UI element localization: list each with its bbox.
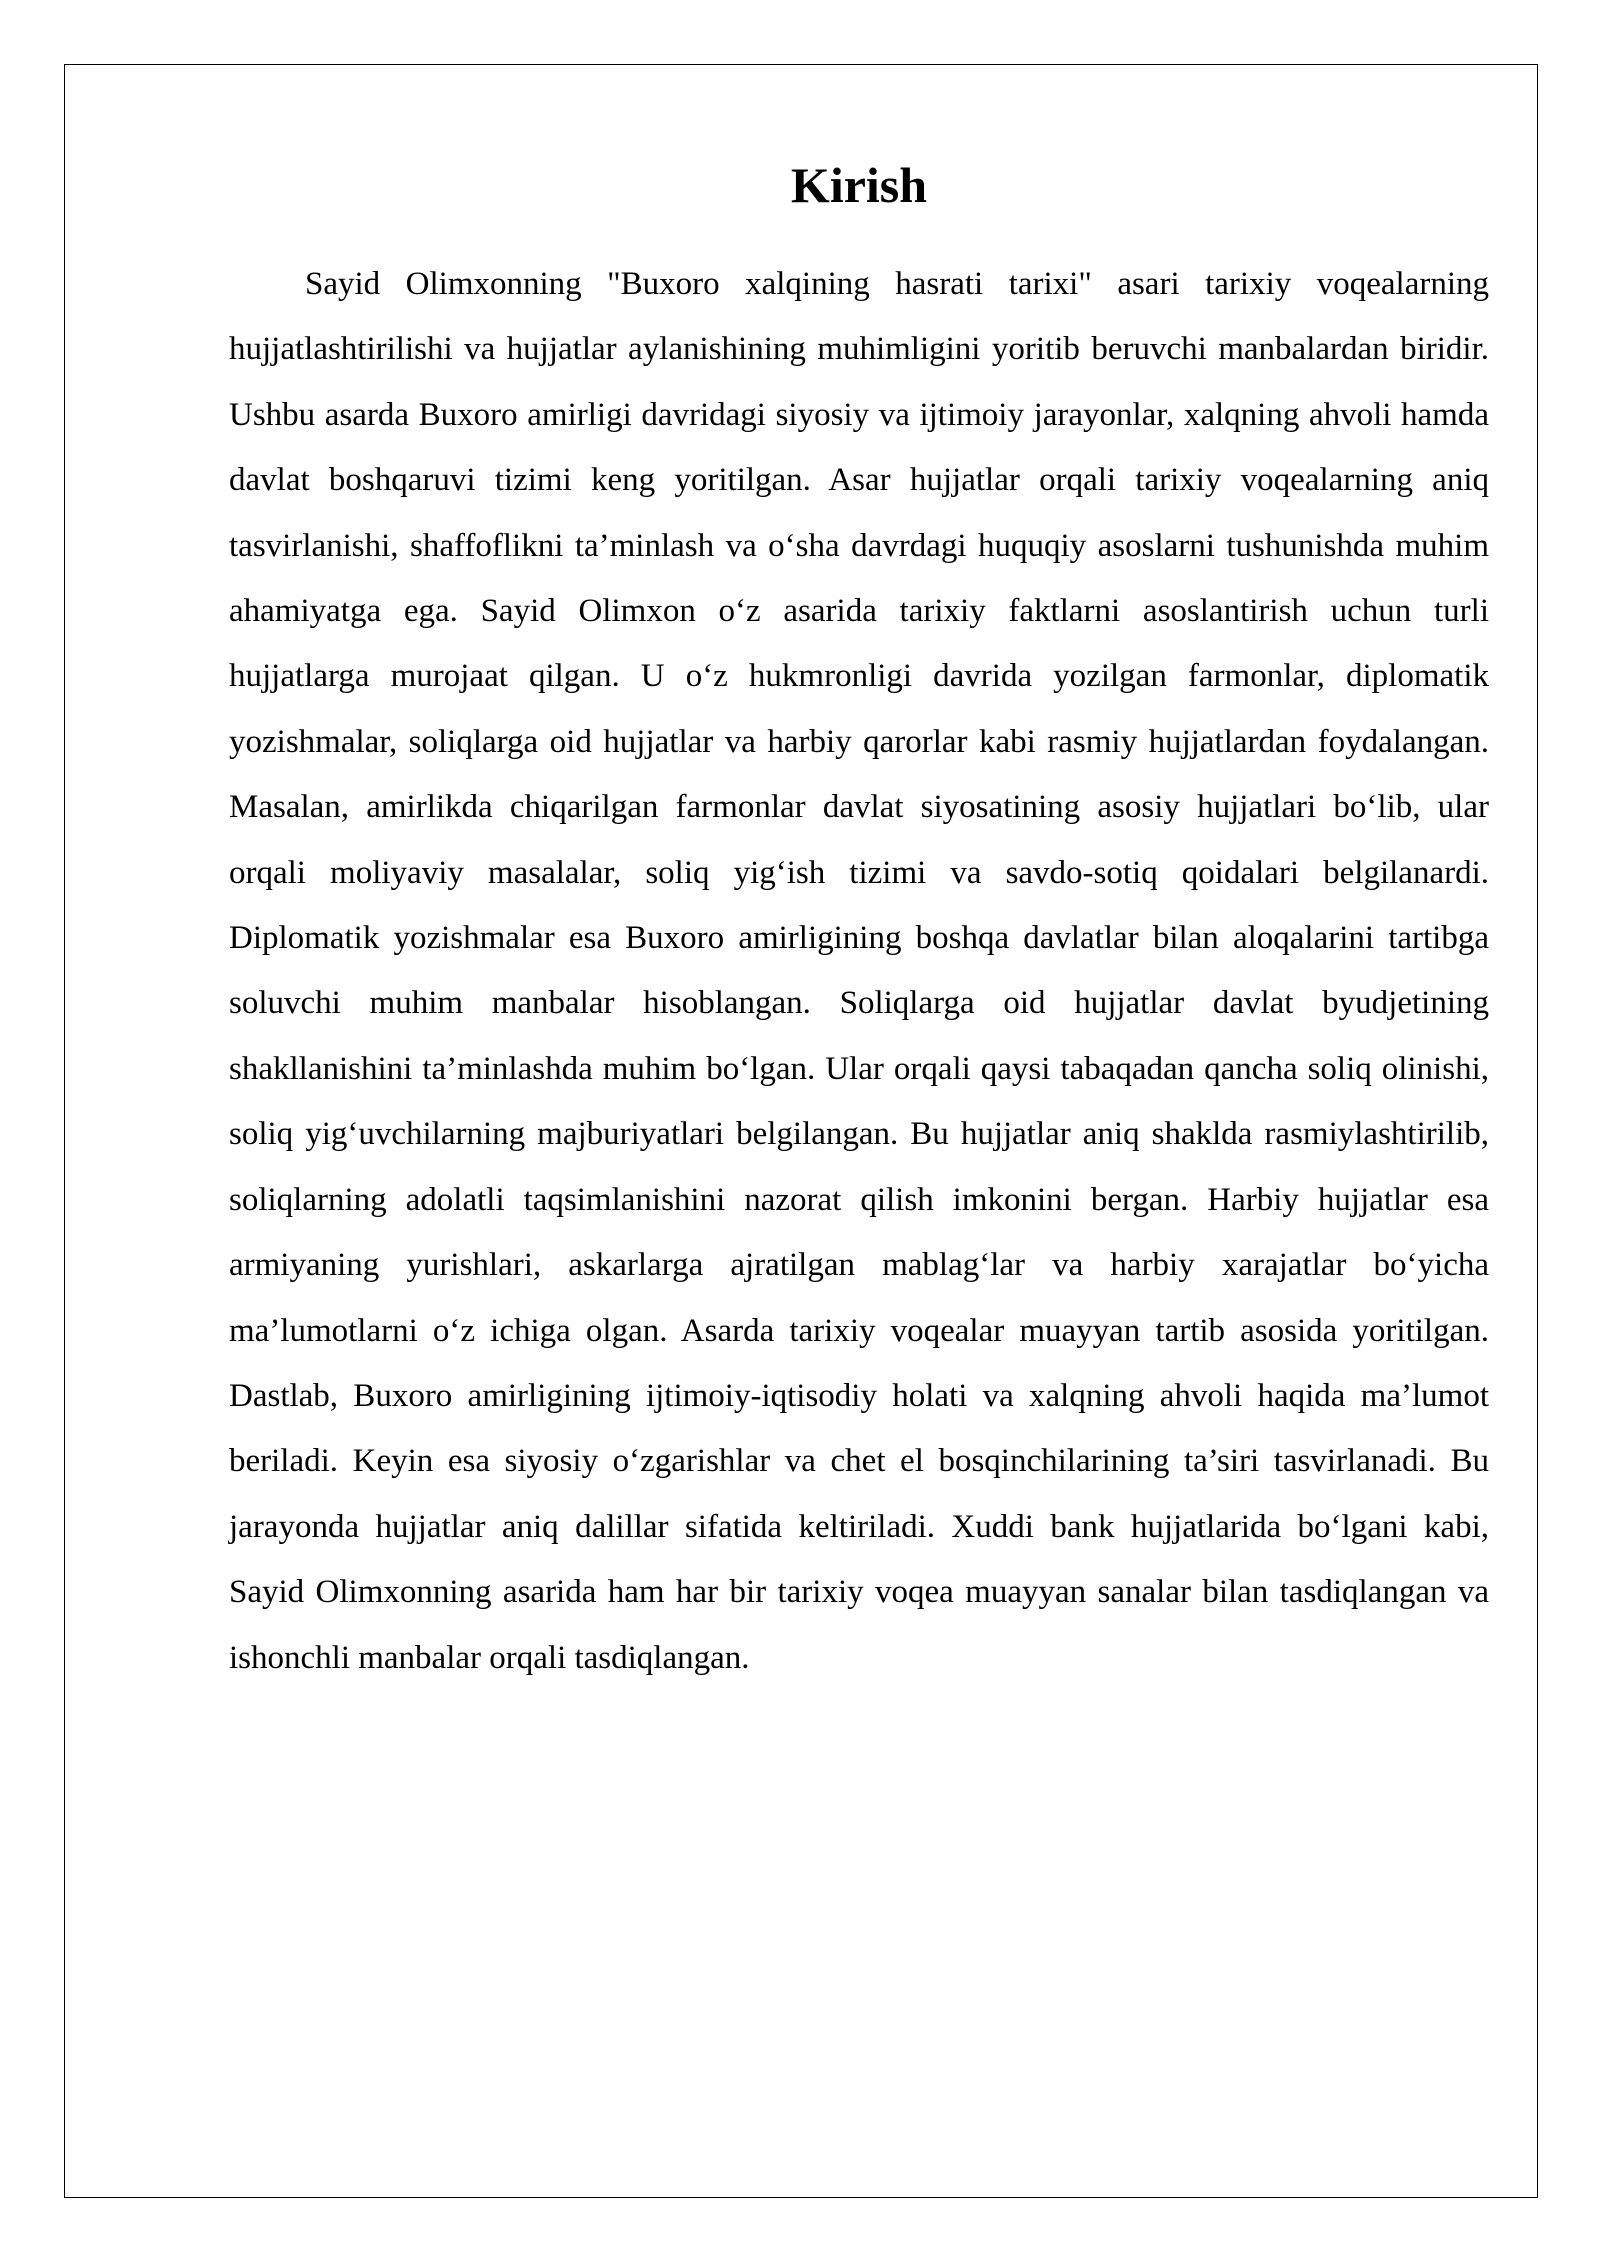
page-content bbox=[229, 140, 1489, 1691]
page-title: Kirish bbox=[790, 157, 928, 213]
body-paragraph: Sayid Olimxonning "Buxoro xalqining hasrati tarixi" asari tarixiy voqealarning hujjatlashtirilishi va hujjatlar aylanishining muhimligini yoritib beruvchi manbalardan biridir. Ushbu asarda Buxoro amirligi davridagi siyosiy va ijtimoiy jarayonlar, xalqning ahvoli hamda davlat boshqaruvi tizimi keng yoritilgan. Asar hujjatlar orqali tarixiy voqealarning aniq tasvirlanishi, shaffoflikni ta’minlash va o‘sha davrdagi huquqiy asoslarni tushunishda muhim ahamiyatga ega. Sayid Olimxon o‘z asarida tarixiy faktlarni asoslantirish uchun turli hujjatlarga murojaat qilgan. U o‘z hukmronligi davrida yozilgan farmonlar, diplomatik yozishmalar, soliqlarga oid hujjatlar va harbiy qarorlar kabi rasmiy hujjatlardan foydalangan. Masalan, amirlikda chiqarilgan farmonlar davlat siyosatining asosiy hujjatlari bo‘lib, ular orqali moliyaviy masalalar, soliq yig‘ish tizimi va savdo-sotiq qoidalari belgilanardi. Diplomatik yozishmalar esa Buxoro amirligining boshqa davlatlar bilan aloqalarini tartibga soluvchi muhim manbalar hisoblangan. Soliqlarga oid hujjatlar davlat byudjetining shakllanishini ta’minlashda muhim bo‘lgan. Ular orqali qaysi tabaqadan qancha soliq olinishi, soliq yig‘uvchilarning majburiyatlari belgilangan. Bu hujjatlar aniq shaklda rasmiylashtirilib, soliqlarning adolatli taqsimlanishini nazorat qilish imkonini bergan. Harbiy hujjatlar esa armiyaning yurishlari, askarlarga ajratilgan mablag‘lar va harbiy xarajatlar bo‘yicha ma’lumotlarni o‘z ichiga olgan. Asarda tarixiy voqealar muayyan tartib asosida yoritilgan. Dastlab, Buxoro amirligining ijtimoiy-iqtisodiy holati va xalqning ahvoli haqida ma’lumot beriladi. Keyin esa siyosiy o‘zgarishlar va chet el bosqinchilarining ta’siri tasvirlanadi. Bu jarayonda hujjatlar aniq dalillar sifatida keltiriladi. Xuddi bank hujjatlarida bo‘lgani kabi, Sayid Olimxonning asarida ham har bir tarixiy voqea muayyan sanalar bilan tasdiqlangan va ishonchli manbalar orqali tasdiqlangan. bbox=[229, 266, 1489, 1676]
